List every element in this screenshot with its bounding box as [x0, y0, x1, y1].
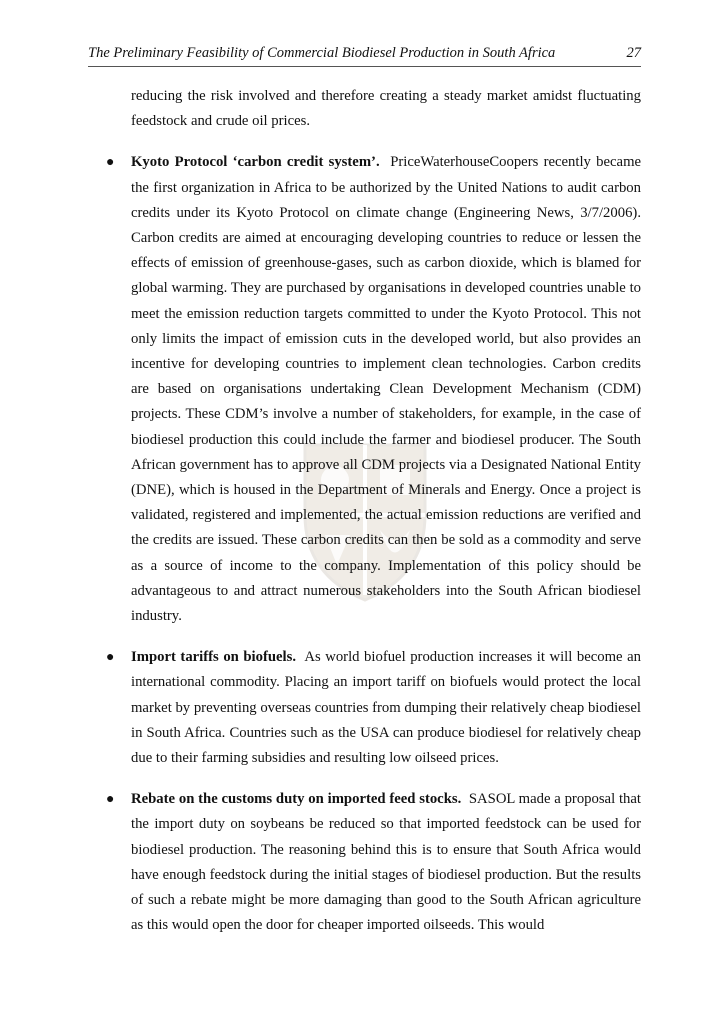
bullet-text: SASOL made a proposal that the import duty on soybeans be reduced so that imported feedstock can be used for biodiesel production. The reasoning behind this is to ensure that South Africa would have enough feedstock during the initial stages of biodiesel production. But the results of such a rebate might be more damaging than good to the South African agriculture as this would open the door for cheaper imported oilseeds. This would	[131, 791, 641, 934]
running-header	[88, 43, 641, 63]
bullet-kyoto-protocol	[88, 150, 641, 629]
bullet-text: PriceWaterhouseCoopers recently became the first organization in Africa to be authorized by the United Nations to audit carbon credits under its Kyoto Protocol on climate change (Engineering News, 3/7/2006). Carbon credits are aimed at encouraging developing countries to reduce or lessen the effects of emission of greenhouse-gases, such as carbon dioxide, which is blamed for global warming. They are purchased by organisations in developed countries unable to meet the emission reduction targets committed to under the Kyoto Protocol. This not only limits the impact of emission cuts in the developed world, but also provides an incentive for developing countries to implement clean technologies. Carbon credits are based on organisations undertaking Clean Development Mechanism (CDM) projects. These CDM’s involve a number of stakeholders, for example, in the case of biodiesel production this could include the farmer and biodiesel producer. The South African government has to approve all CDM projects via a Designated National Entity (DNE), which is housed in the Department of Minerals and Energy. Once a project is validated, registered and implemented, the actual emission reductions are verified and the credits are issued. These carbon credits can then be sold as a commodity and serve as a source of income to the company. Implementation of this policy should be advantageous to and attract numerous stakeholders into the South African biodiesel industry.	[131, 154, 642, 625]
header-rule	[88, 66, 641, 67]
page-number: 27	[626, 45, 641, 61]
policy-bullet-list	[88, 150, 641, 938]
bullet-dot-icon: ●	[106, 155, 115, 171]
body-text	[88, 84, 641, 955]
bullet-customs-rebate	[88, 787, 641, 938]
bullet-heading: Kyoto Protocol ‘carbon credit system’.	[131, 154, 380, 171]
bullet-dot-icon: ●	[106, 792, 115, 808]
bullet-heading: Rebate on the customs duty on imported feed stocks.	[131, 791, 462, 808]
continuation-paragraph: reducing the risk involved and therefore creating a steady market amidst fluctuating feedstock and crude oil prices.	[131, 88, 641, 130]
bullet-import-tariffs	[88, 645, 641, 771]
bullet-dot-icon: ●	[106, 650, 115, 666]
bullet-heading: Import tariffs on biofuels.	[131, 649, 297, 666]
running-title: The Preliminary Feasibility of Commercial Biodiesel Production in South Africa	[88, 45, 556, 61]
bullet-text: As world biofuel production increases it will become an international commodity. Placing an import tariff on biofuels would protect the local market by preventing overseas countries from dumping their relatively cheap biodiesel in South Africa. Countries such as the USA can produce biodiesel for relatively cheap due to their farming subsidies and resulting low oilseed prices.	[131, 649, 641, 767]
